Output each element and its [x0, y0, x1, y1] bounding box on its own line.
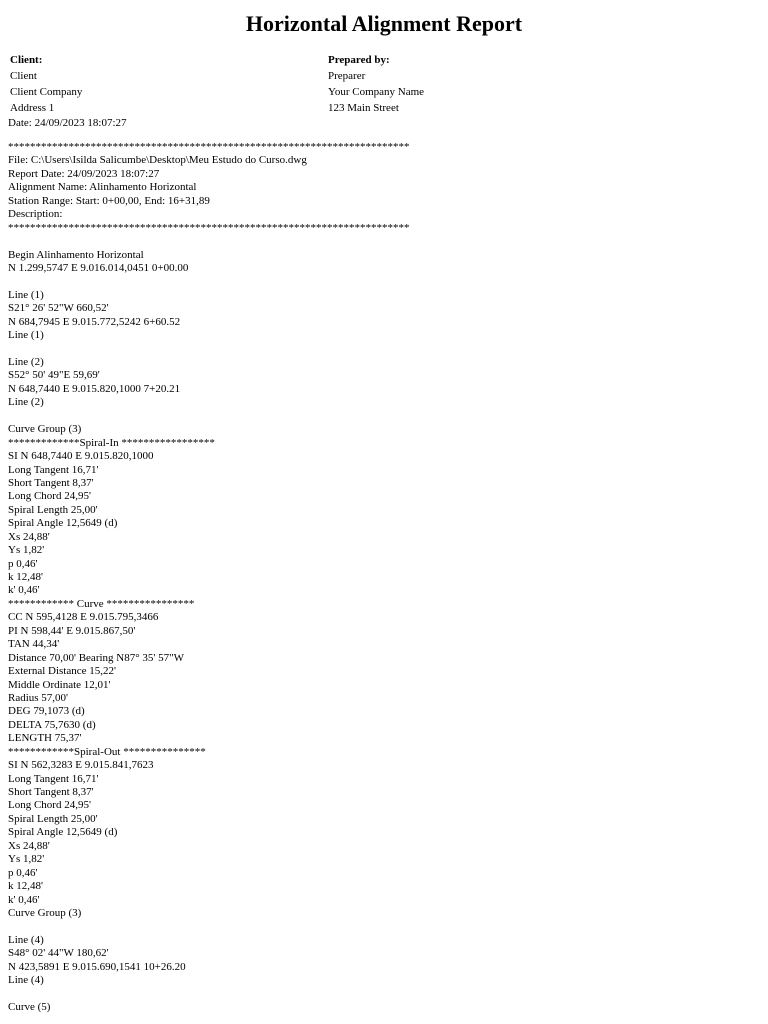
report-line: Description:: [8, 208, 63, 221]
report-line: Report Date: 24/09/2023 18:07:27: [8, 167, 160, 180]
report-line: Line (1): [8, 329, 44, 342]
report-line: Alignment Name: Alinhamento Horizontal: [8, 181, 197, 194]
report-line: [8, 920, 758, 933]
report-line: Line (4): [8, 933, 44, 946]
report-line: *************************************************************************: [8, 221, 410, 234]
report-line: N 684,7945 E 9.015.772,5242 6+60.52: [8, 315, 181, 328]
report-line: k' 0,46': [8, 893, 40, 906]
client-address: Address 1: [10, 102, 55, 114]
report-body: [8, 141, 758, 1014]
preparer-address: 123 Main Street: [328, 102, 399, 114]
preparer-name: Preparer: [328, 70, 366, 82]
report-line: k' 0,46': [8, 584, 40, 597]
report-line: Spiral Angle 12,5649 (d): [8, 517, 118, 530]
report-line: Long Chord 24,95': [8, 490, 91, 503]
report-line: Curve (5): [8, 1001, 51, 1013]
report-line: Distance 70,00' Bearing N87° 35' 57"W: [8, 651, 184, 664]
report-line: Long Chord 24,95': [8, 799, 91, 812]
report-line: N 648,7440 E 9.015.820,1000 7+20.21: [8, 382, 181, 395]
report-line: p 0,46': [8, 557, 38, 570]
report-line: Line (4): [8, 974, 44, 987]
report-line: ************Spiral-Out ***************: [8, 745, 206, 758]
report-line: [8, 275, 758, 288]
report-line: Long Tangent 16,71': [8, 463, 99, 476]
report-line: SI N 562,3283 E 9.015.841,7623: [8, 759, 154, 772]
report-line: [8, 410, 758, 423]
report-line: Begin Alinhamento Horizontal: [8, 248, 144, 261]
report-line: k 12,48': [8, 880, 43, 893]
report-line: *************************************************************************: [8, 141, 410, 153]
report-line: External Distance 15,22': [8, 665, 116, 678]
report-line: SI N 648,7440 E 9.015.820,1000: [8, 450, 154, 463]
report-title: Horizontal Alignment Report: [245, 11, 523, 36]
report-line: [8, 235, 758, 248]
report-line: ************ Curve ****************: [8, 597, 195, 610]
report-line: p 0,46': [8, 866, 38, 879]
client-label: Client:: [10, 54, 43, 66]
report-line: Spiral Angle 12,5649 (d): [8, 826, 118, 839]
report-line: Middle Ordinate 12,01': [8, 678, 111, 691]
report-line: Line (2): [8, 396, 44, 409]
report-line: Ys 1,82': [8, 853, 45, 866]
report-line: PI N 598,44' E 9.015.867,50': [8, 624, 136, 637]
report-line: TAN 44,34': [8, 638, 60, 651]
report-line: CC N 595,4128 E 9.015.795,3466: [8, 611, 159, 624]
report-line: Spiral Length 25,00': [8, 812, 98, 825]
report-line: LENGTH 75,37': [8, 732, 82, 745]
report-line: File: C:\Users\Isilda Salicumbe\Desktop\Meu Estudo do Curso.dwg: [8, 154, 307, 167]
client-block: [10, 52, 82, 116]
report-line: S52° 50' 49"E 59,69': [8, 369, 100, 382]
client-company: Client Company: [10, 86, 83, 98]
report-line: S21° 26' 52"W 660,52': [8, 302, 109, 315]
report-line: DELTA 75,7630 (d): [8, 718, 96, 731]
report-line: Short Tangent 8,37': [8, 476, 94, 489]
report-line: Spiral Length 25,00': [8, 503, 98, 516]
report-line: Radius 57,00': [8, 691, 69, 704]
client-name: Client: [10, 70, 37, 82]
report-line: Curve Group (3): [8, 423, 82, 436]
report-line: Line (2): [8, 356, 44, 368]
report-line: Xs 24,88': [8, 839, 50, 852]
report-line: *************Spiral-In *****************: [8, 436, 215, 449]
preparer-company: Your Company Name: [328, 86, 425, 98]
report-line: Ys 1,82': [8, 544, 45, 557]
report-date: Date: 24/09/2023 18:07:27: [8, 117, 127, 129]
report-line: Long Tangent 16,71': [8, 772, 99, 785]
report-line: [8, 988, 758, 1001]
report-line: Station Range: Start: 0+00,00, End: 16+31,89: [8, 194, 210, 207]
report-line: k 12,48': [8, 571, 43, 583]
report-line: Curve Group (3): [8, 906, 82, 919]
prepared-by-label: Prepared by:: [328, 54, 390, 66]
report-line: Line (1): [8, 288, 44, 301]
report-line: [8, 343, 758, 356]
report-line: DEG 79,1073 (d): [8, 705, 85, 718]
report-line: N 1.299,5747 E 9.016.014,0451 0+00.00: [8, 261, 189, 274]
report-line: N 423,5891 E 9.015.690,1541 10+26.20: [8, 960, 186, 973]
prepared-by-block: [328, 52, 424, 116]
report-line: Short Tangent 8,37': [8, 786, 94, 798]
report-line: Xs 24,88': [8, 530, 50, 543]
report-line: S48° 02' 44"W 180,62': [8, 947, 109, 960]
